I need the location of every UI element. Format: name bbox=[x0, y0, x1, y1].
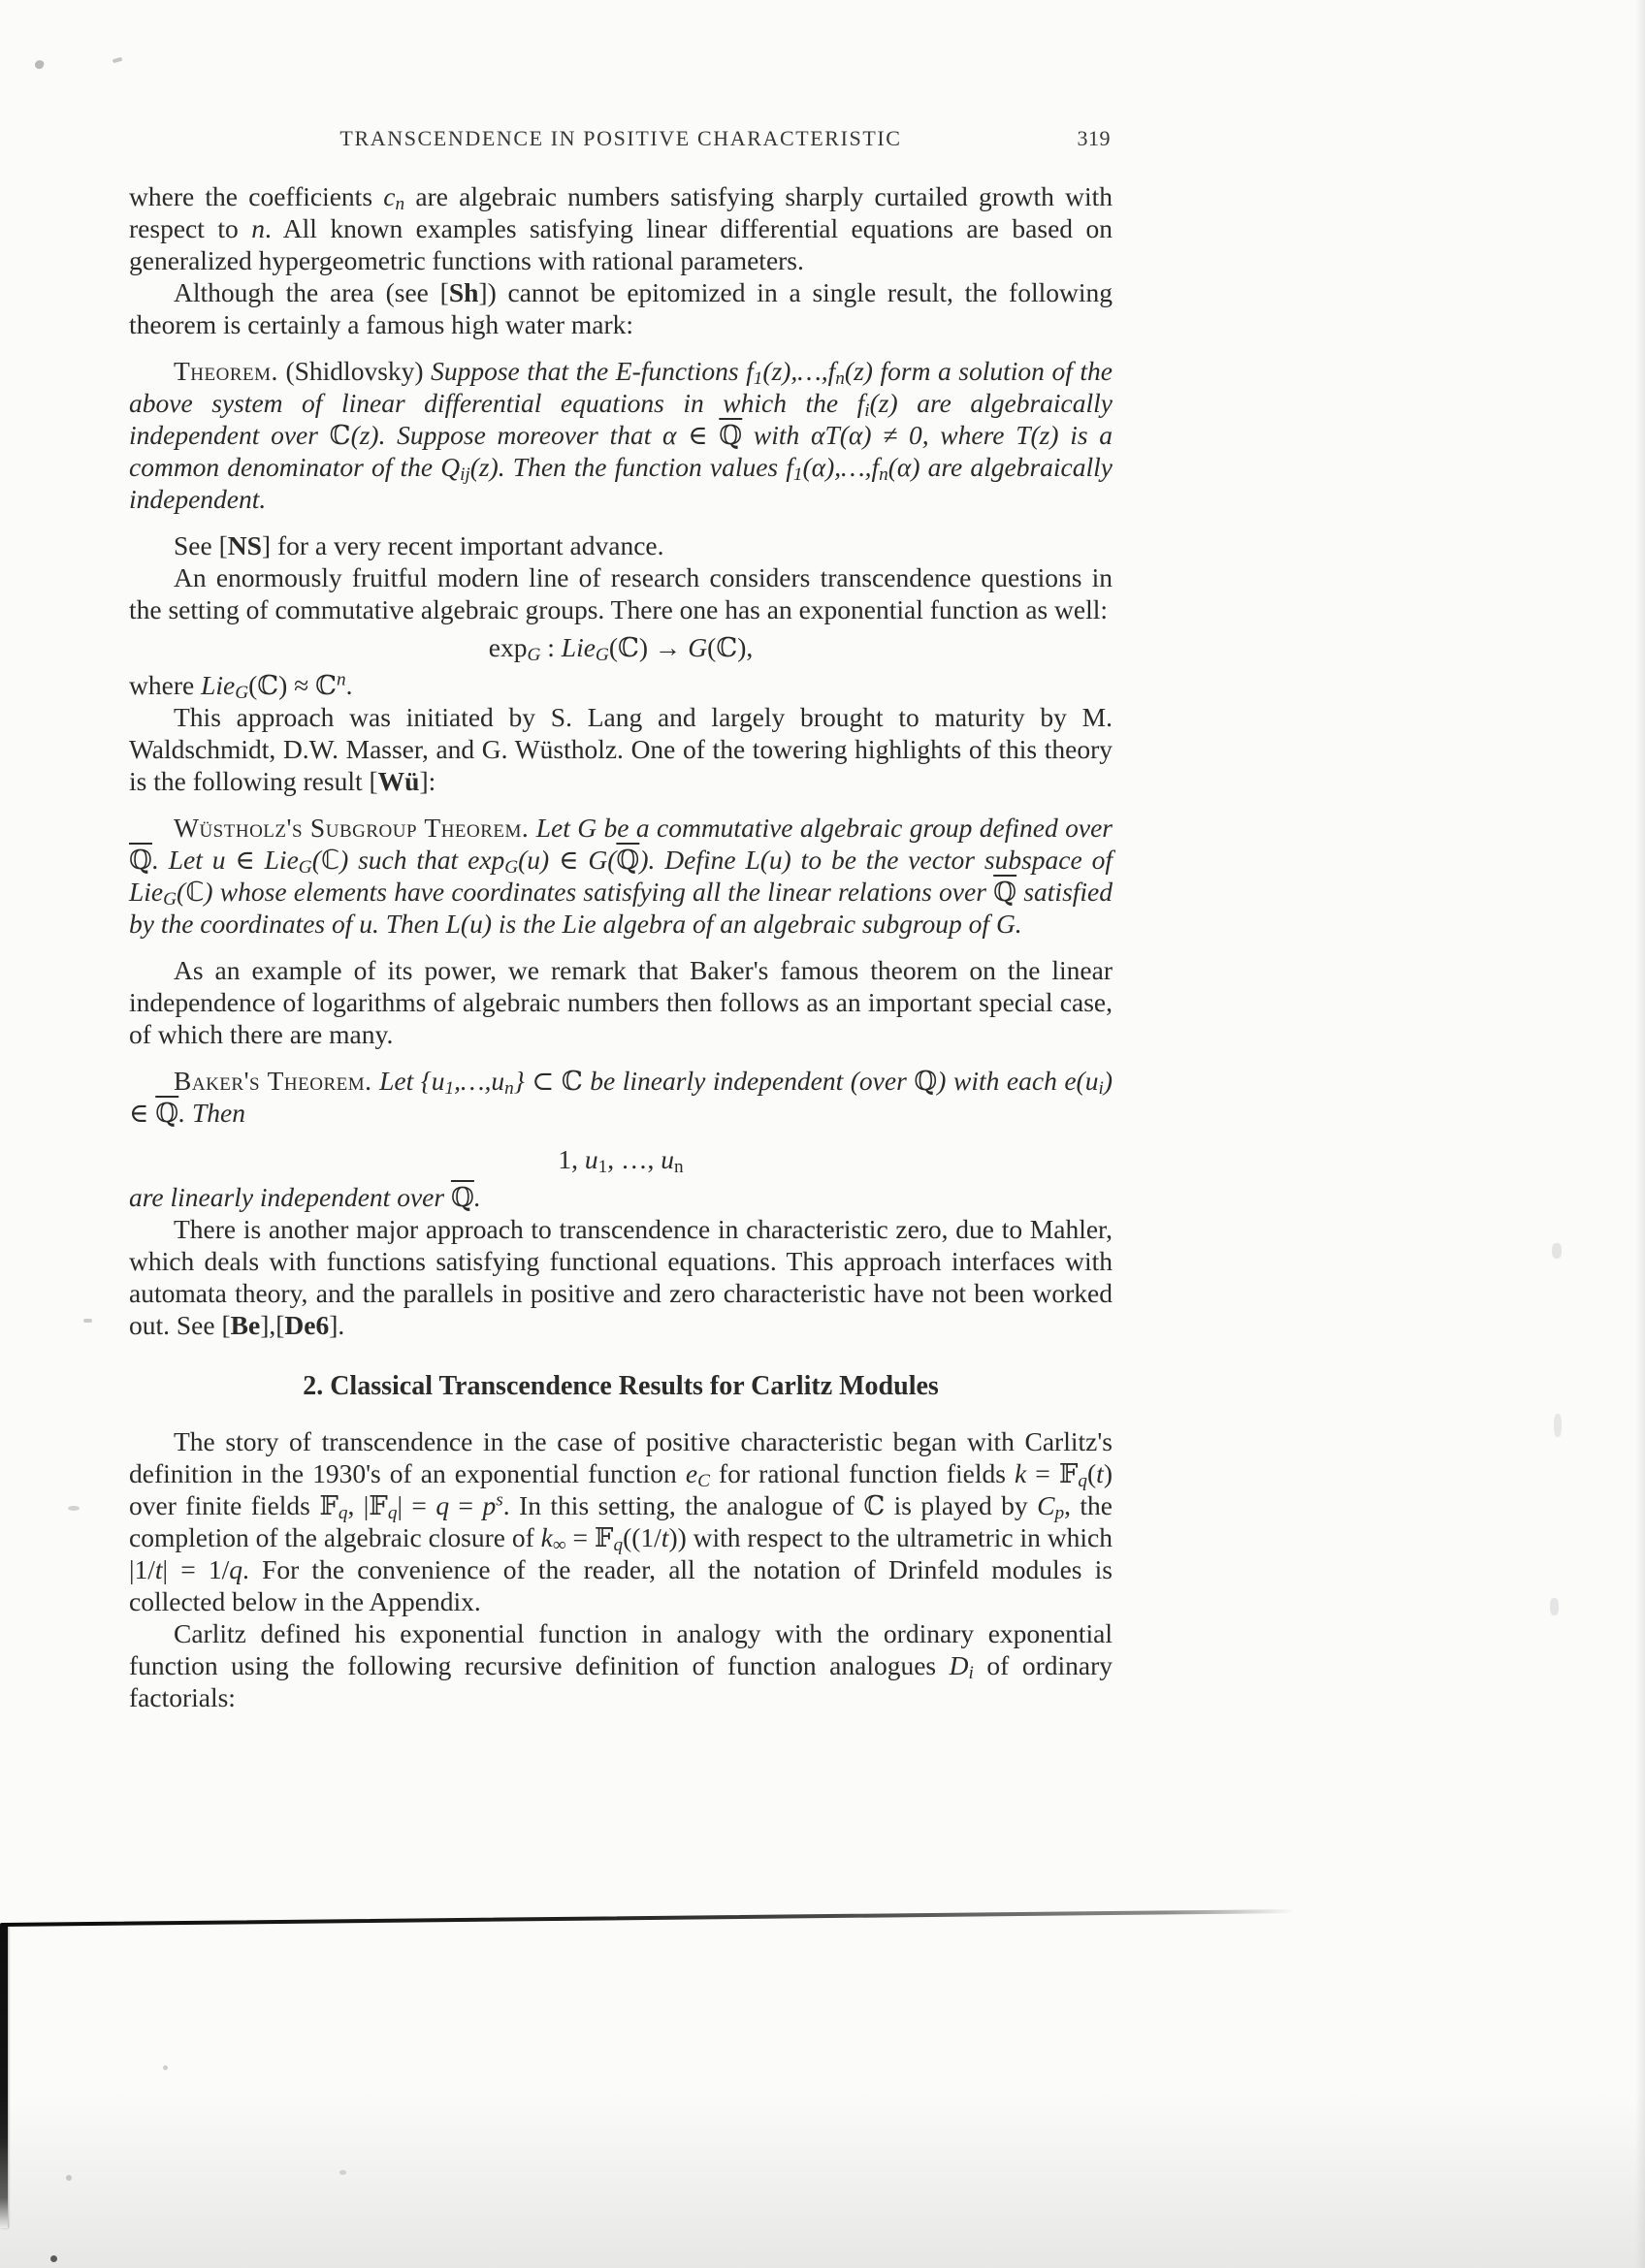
scan-speck bbox=[1552, 1243, 1562, 1259]
block-para: The story of transcendence in the case of positive characteristic began with Carlitz's definition in the 1930's of an exponential function $e_C$ for rational function fields k = 𝔽$_q$(t) over finite fields 𝔽$_q$, |𝔽$_q$| = $q = p^s$. In this setting, the analogue of ℂ is played by $C_p$, the completion of the algebraic closure of $k_\infty$ = 𝔽$_q$((1/t)) with respect to the ultrametric in which |1/t| = 1/q. For the convenience of the reader, all the notation of Drinfeld modules is collected below in the Appendix. bbox=[129, 1426, 1113, 1616]
scan-right-edge bbox=[1635, 0, 1645, 2268]
block-equation: 1, $u_1$, …, $u_n$ bbox=[558, 1144, 684, 1178]
scan-speck bbox=[339, 2170, 346, 2175]
scan-speck bbox=[83, 1319, 92, 1323]
scan-speck bbox=[66, 2175, 72, 2181]
block-theorem: Theorem. (Shidlovsky) Suppose that the E-functions $f_1(z),\dots,f_n(z)$ form a solution of the above system of linear differential equations in which the $f_i(z)$ are algebraically independent over ℂ(z). Suppose moreover that α ∈ ℚ with αT(α) ≠ 0, where T(z) is a common denominator of the $Q_{ij}(z)$. Then the function values $f_1(\alpha),\dots,f_n(\alpha)$ are algebraically independent. bbox=[129, 356, 1113, 514]
block-heading: 2. Classical Transcendence Results for Carlitz Modules bbox=[303, 1371, 939, 1401]
block-para: As an example of its power, we remark that Baker's famous theorem on the linear independence of logarithms of algebraic numbers then follows as an important special case, of which there are many. bbox=[129, 955, 1113, 1049]
block-para: Carlitz defined his exponential function in analogy with the ordinary exponential function using the following recursive definition of function analogues $D_i$ of ordinary factorials: bbox=[129, 1618, 1113, 1712]
block-para: See [NS] for a very recent important advance. bbox=[174, 530, 664, 560]
scan-speck bbox=[1550, 1598, 1559, 1615]
block-theorem: Baker's Theorem. Let $\{u_1,\dots,u_n\}$ ⊂ ℂ be linearly independent (over ℚ) with each $e(u_i)$ ∈ ℚ. Then bbox=[129, 1066, 1113, 1128]
scan-edge-line bbox=[0, 1909, 1294, 1927]
block-para: An enormously fruitful modern line of research considers transcendence questions in the setting of commutative algebraic groups. There one has an exponential function as well: bbox=[129, 562, 1113, 624]
scan-speck bbox=[163, 2065, 168, 2070]
scan-speck bbox=[68, 1506, 80, 1511]
scan-speck bbox=[113, 57, 123, 63]
running-title: TRANSCENDENCE IN POSITIVE CHARACTERISTIC bbox=[339, 126, 902, 150]
page-number: 319 bbox=[1077, 126, 1111, 150]
scan-bottom-shade bbox=[0, 2093, 1645, 2268]
scan-edge-bar bbox=[0, 1926, 8, 2228]
scan-speck bbox=[34, 59, 46, 71]
running-head bbox=[129, 126, 1113, 151]
text-flow bbox=[129, 180, 1113, 1713]
block-para: where the coefficients $c_n$ are algebraic numbers satisfying sharply curtailed growth with respect to n. All known examples satisfying linear differential equations are based on generalized hypergeometric functions with rational parameters. bbox=[129, 181, 1113, 275]
block-equation: $\exp_G$ : Lie$_G$(ℂ) → G(ℂ), bbox=[488, 632, 754, 666]
block-para: This approach was initiated by S. Lang and largely brought to maturity by M. Waldschmidt, D.W. Masser, and G. Wüstholz. One of the towering highlights of this theory is the following result [Wü]: bbox=[129, 702, 1113, 796]
block-para: Although the area (see [Sh]) cannot be epitomized in a single result, the following theorem is certainly a famous high water mark: bbox=[129, 277, 1113, 339]
block-theorem: Wüstholz's Subgroup Theorem. Let G be a commutative algebraic group defined over ℚ. Let u ∈ Lie$_G$(ℂ) such that $\exp_G(u)$ ∈ G(ℚ). Define L(u) to be the vector subspace of Lie$_G$(ℂ) whose elements have coordinates satisfying all the linear relations over ℚ satisfied by the coordinates of u. Then L(u) is the Lie algebra of an algebraic subgroup of G. bbox=[129, 813, 1113, 939]
scan-speck bbox=[1554, 1414, 1562, 1437]
block-para: where Lie$_G$(ℂ) ≈ ℂ$^n$. bbox=[129, 669, 353, 704]
scan-speck bbox=[50, 2255, 57, 2262]
block-theorem-cont: are linearly independent over ℚ. bbox=[129, 1182, 481, 1212]
block-para: There is another major approach to transcendence in characteristic zero, due to Mahler, which deals with functions satisfying functional equations. This approach interfaces with automata theory, and the parallels in positive and zero characteristic have not been worked out. See [Be],[De6]. bbox=[129, 1214, 1113, 1340]
